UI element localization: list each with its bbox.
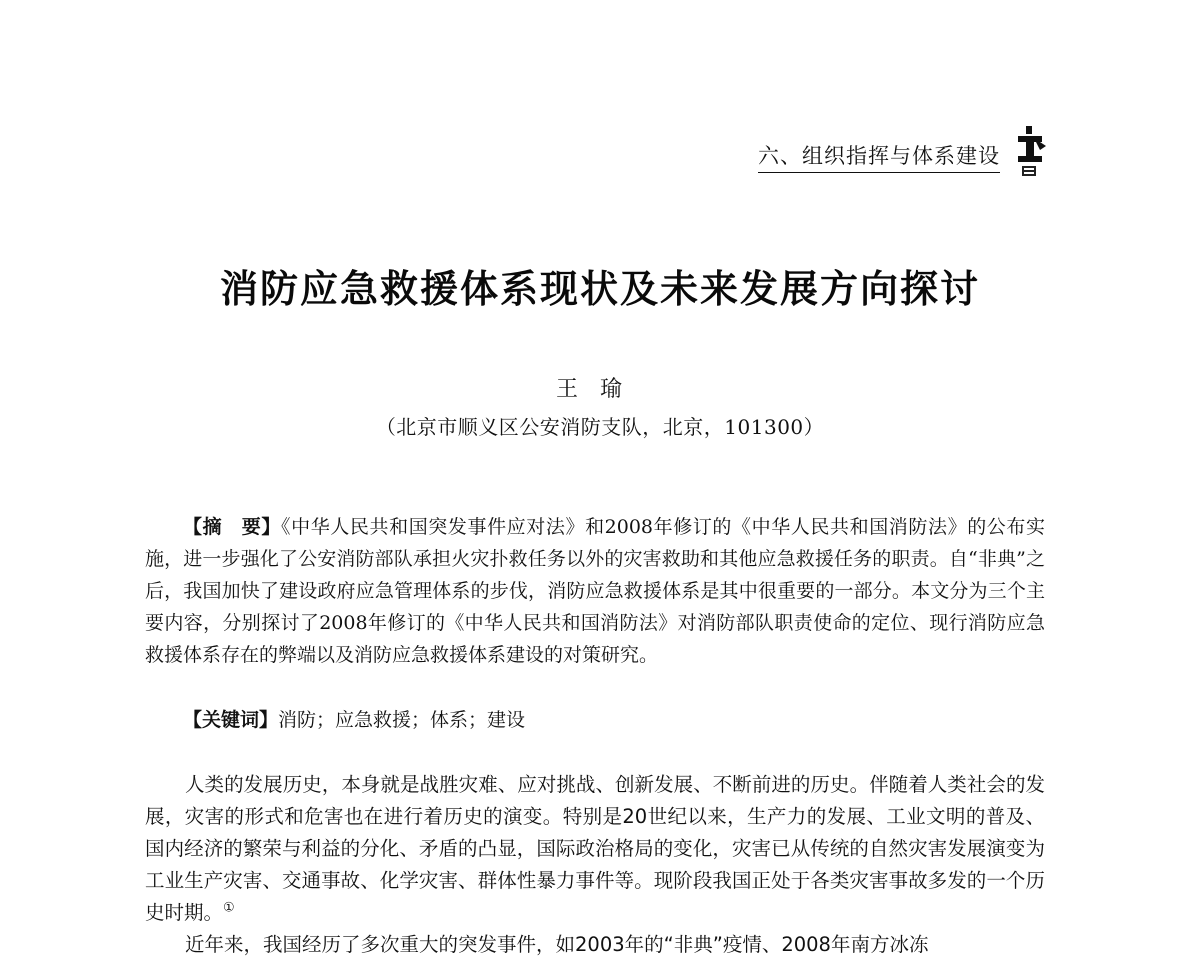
body-paragraph — [145, 769, 1045, 929]
paper-title: 消防应急救援体系现状及未来发展方向探讨 — [219, 266, 980, 311]
author-affiliation: （北京市顺义区公安消防支队，北京，101300） — [375, 415, 825, 439]
running-header: 六、组织指挥与体系建设 — [758, 140, 1000, 173]
abstract-label: 【摘 要】 — [183, 516, 281, 538]
body-paragraph-1-text: 人类的发展历史，本身就是战胜灾难、应对挑战、创新发展、不断前进的历史。伴随着人类社会的发展，灾害的形式和危害也在进行着历史的演变。特别是20世纪以来，生产力的发展、工业文明的普及、国内经济的繁荣与利益的分化、矛盾的凸显，国际政治格局的变化，灾害已从传统的自然灾害发展演变为工业生产灾害、交通事故、化学灾害、群体性暴力事件等。现阶段我国正处于各类灾害事故多发的一个历史时期。 — [145, 773, 1045, 924]
abstract-text: 《中华人民共和国突发事件应对法》和2008年修订的《中华人民共和国消防法》的公布实施，进一步强化了公安消防部队承担火灾扑救任务以外的灾害救助和其他应急救援任务的职责。自“非典”之后，我国加快了建设政府应急管理体系的步伐，消防应急救援体系是其中很重要的一部分。本文分为三个主要内容，分别探讨了2008年修订的《中华人民共和国消防法》对消防部队职责使命的定位、现行消防应急救援体系存在的弊端以及消防应急救援体系建设的对策研究。 — [145, 516, 1045, 666]
body-paragraph: 近年来，我国经历了多次重大的突发事件，如2003年的“非典”疫情、2008年南方冰冻 — [185, 933, 929, 956]
keywords — [183, 704, 1043, 736]
footnote-marker[interactable]: ① — [223, 900, 235, 916]
abstract — [145, 511, 1045, 671]
section-emblem-icon — [1012, 124, 1048, 178]
body-text — [145, 769, 1045, 961]
author-name: 王瑜 — [555, 377, 644, 402]
keywords-text: 消防；应急救援；体系；建设 — [278, 709, 526, 731]
keywords-label: 【关键词】 — [183, 709, 279, 731]
